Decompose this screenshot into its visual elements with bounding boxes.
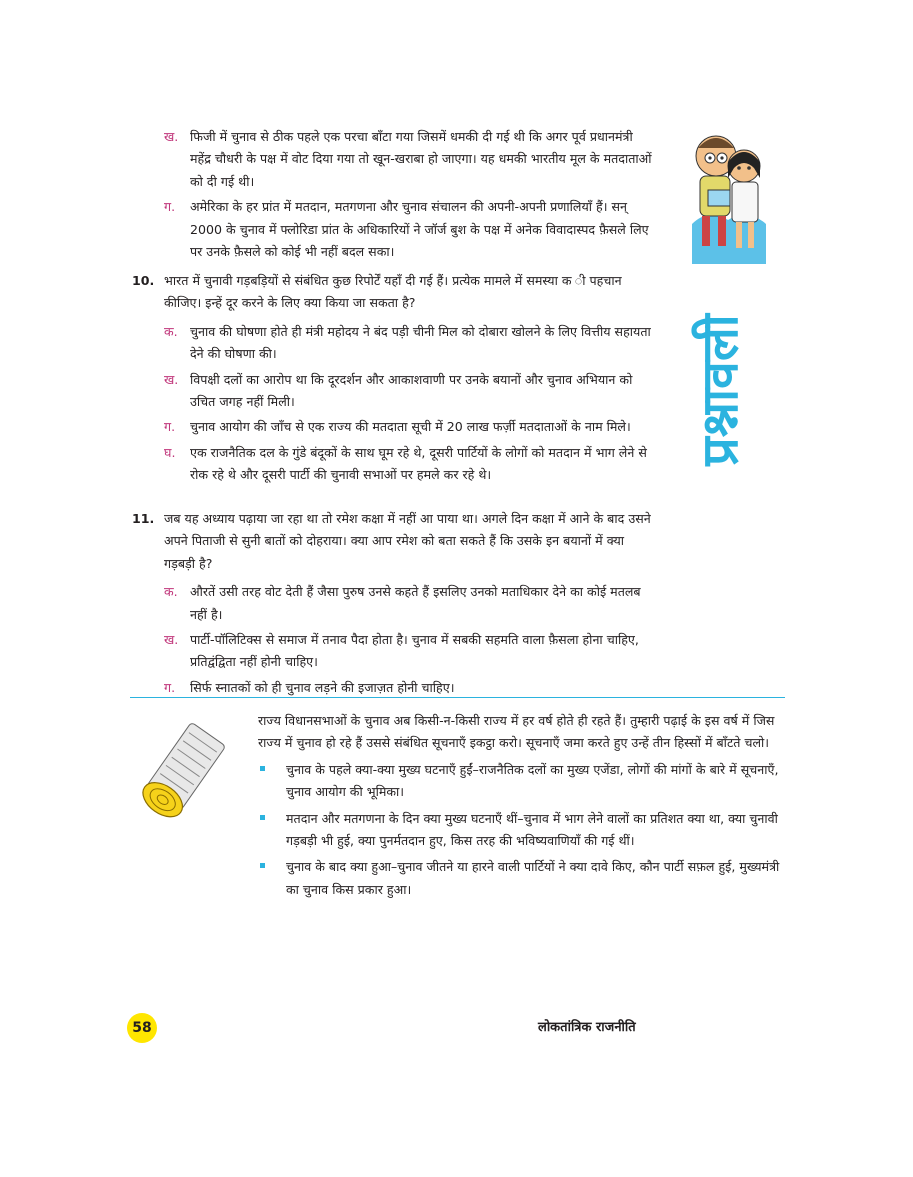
item-letter: ख. [164, 129, 179, 144]
item-letter: ख. [164, 371, 179, 387]
item-text: चुनाव की घोषणा होते ही मंत्री महोदय ने बंद पड़ी चीनी मिल को दोबारा खोलने के लिए वित्तीय सहायता देने की घोषणा की। [190, 323, 651, 362]
activity-bullet [258, 759, 786, 804]
question-text: भारत में चुनावी गड़बड़ियों से संबंधित कुछ रिपोर्टें यहाँ दी गई हैं। प्रत्येक मामले में समस्या क ी पहचान कीजिए। इन्हें दूर करने के लिए क्या किया जा सकता है? [164, 273, 622, 311]
activity-intro: राज्य विधानसभाओं के चुनाव अब किसी-न-किसी राज्य में हर वर्ष होते ही रहते हैं। तुम्हारी पढ़ाई के इस वर्ष में जिस राज्य में चुनाव हो रहे हैं उससे संबंधित सूचनाएँ इकट्ठा करो। सूचनाएँ जमा करते हुए उन्हें तीन हिस्सों में बाँटते चलो। [258, 713, 775, 751]
item-letter: घ. [164, 444, 176, 460]
item-letter: क. [164, 323, 178, 339]
item-text: एक राजनैतिक दल के गुंडे बंदूकों के साथ घूम रहे थे, दूसरी पार्टियों के लोगों को मतदान में भाग लेने से रोक रहे थे और दूसरी पार्टी की चुनावी सभाओं पर हमले कर रहे थे। [190, 444, 647, 483]
activity-bullet [258, 808, 786, 853]
bullet-square-icon [260, 766, 265, 771]
item-letter: ग. [164, 419, 176, 435]
activity-section [258, 710, 786, 905]
sidebar-title [690, 282, 750, 497]
question-9-continued [132, 126, 652, 266]
item-text: पार्टी-पॉलिटिक्स से समाज में तनाव पैदा होता है। चुनाव में सबकी सहमति वाला फ़ैसला होना चाहिए, प्रतिद्वंद्विता नहीं होनी चाहिए। [190, 632, 639, 670]
question-10-item-gha [164, 442, 657, 487]
bullet-square-icon [260, 815, 265, 820]
question-11 [132, 508, 657, 702]
page-number [127, 1013, 157, 1043]
item-text: औरतें उसी तरह वोट देती हैं जैसा पुरुष उनसे कहते हैं इसलिए उनको मताधिकार देने का कोई मतलब नहीं है। [190, 584, 641, 622]
item-letter: ख. [164, 632, 179, 648]
item-text: चुनाव आयोग की जाँच से एक राज्य की मतदाता सूची में 20 लाख फर्ज़ी मतदाताओं के नाम मिले। [190, 419, 631, 435]
item-letter: ग. [164, 679, 176, 695]
question-10 [132, 270, 657, 490]
bullet-square-icon [260, 863, 265, 868]
question-number: 11. [132, 511, 155, 526]
bullet-text: चुनाव के पहले क्या-क्या मुख्य घटनाएँ हुईं–राजनैतिक दलों का मुख्य एजेंडा, लोगों की मांगों के बारे में सूचनाएँ, चुनाव आयोग की भूमिका। [286, 761, 779, 800]
question-10-item-ga [164, 416, 657, 438]
question-11-item-ka [164, 581, 657, 626]
question-text: जब यह अध्याय पढ़ाया जा रहा था तो रमेश कक्षा में नहीं आ पाया था। अगले दिन कक्षा में आने के बाद उसने अपने पिताजी से सुनी बातों को दोहराया। क्या आप रमेश को बता सकते हैं कि उसके इन बयानों में क्या गड़बड़ी है? [164, 511, 651, 571]
question-11-item-ga [164, 677, 657, 699]
item-text: अमेरिका के हर प्रांत में मतदान, मतगणना और चुनाव संचालन की अपनी-अपनी प्रणालियाँ हैं। सन् 2000 के चुनाव में फ्लोरिडा प्रांत के अधिकारियों ने जॉर्ज बुश के पक्ष में अनेक विवादास्पद फ़ैसले लिए पर उनके फ़ैसले को कोई भी नहीं बदल सका। [190, 199, 649, 260]
page-number-text: 58 [132, 1019, 152, 1036]
book-title: लोकतांत्रिक राजनीति [538, 1020, 636, 1035]
question-10-item-ka [164, 321, 657, 366]
item-text: विपक्षी दलों का आरोप था कि दूरदर्शन और आकाशवाणी पर उनके बयानों और चुनाव अभियान को उचित जगह नहीं मिली। [190, 371, 633, 410]
bullet-text: चुनाव के बाद क्या हुआ–चुनाव जीतने या हारने वाली पार्टियों ने क्या दावे किए, कौन पार्टी सफ़ल हुई, मुख्यमंत्री का चुनाव किस प्रकार हुआ। [286, 859, 780, 897]
section-divider [130, 697, 785, 698]
item-letter: ग. [164, 199, 176, 215]
question-number: 10. [132, 273, 155, 288]
newspaper-roll-icon [128, 722, 240, 834]
item-text: सिर्फ स्नातकों को ही चुनाव लड़ने की इजाज़त होनी चाहिए। [190, 679, 455, 695]
question-9-item-kha [164, 126, 652, 193]
sidebar-title-text: प्रश्नावली [691, 313, 749, 466]
question-10-item-kha [164, 369, 657, 414]
activity-bullet [258, 856, 786, 901]
question-9-item-ga [164, 196, 652, 263]
question-11-item-kha [164, 629, 657, 674]
students-illustration [688, 128, 768, 264]
bullet-text: मतदान और मतगणना के दिन क्या मुख्य घटनाएँ थीं–चुनाव में भाग लेने वालों का प्रतिशत क्या था, क्या चुनावी गड़बड़ी भी हुई, क्या पुनर्मतदान हुए, किस तरह की भविष्यवाणियाँ की गई थीं। [286, 810, 778, 849]
item-letter: क. [164, 584, 178, 600]
item-text: फिजी में चुनाव से ठीक पहले एक परचा बाँटा गया जिसमें धमकी दी गई थी कि अगर पूर्व प्रधानमंत्री महेंद्र चौधरी के पक्ष में वोट दिया गया तो खून-खराबा हो जाएगा। यह धमकी भारतीय मूल के मतदाताओं को दी गई थी। [190, 129, 652, 189]
